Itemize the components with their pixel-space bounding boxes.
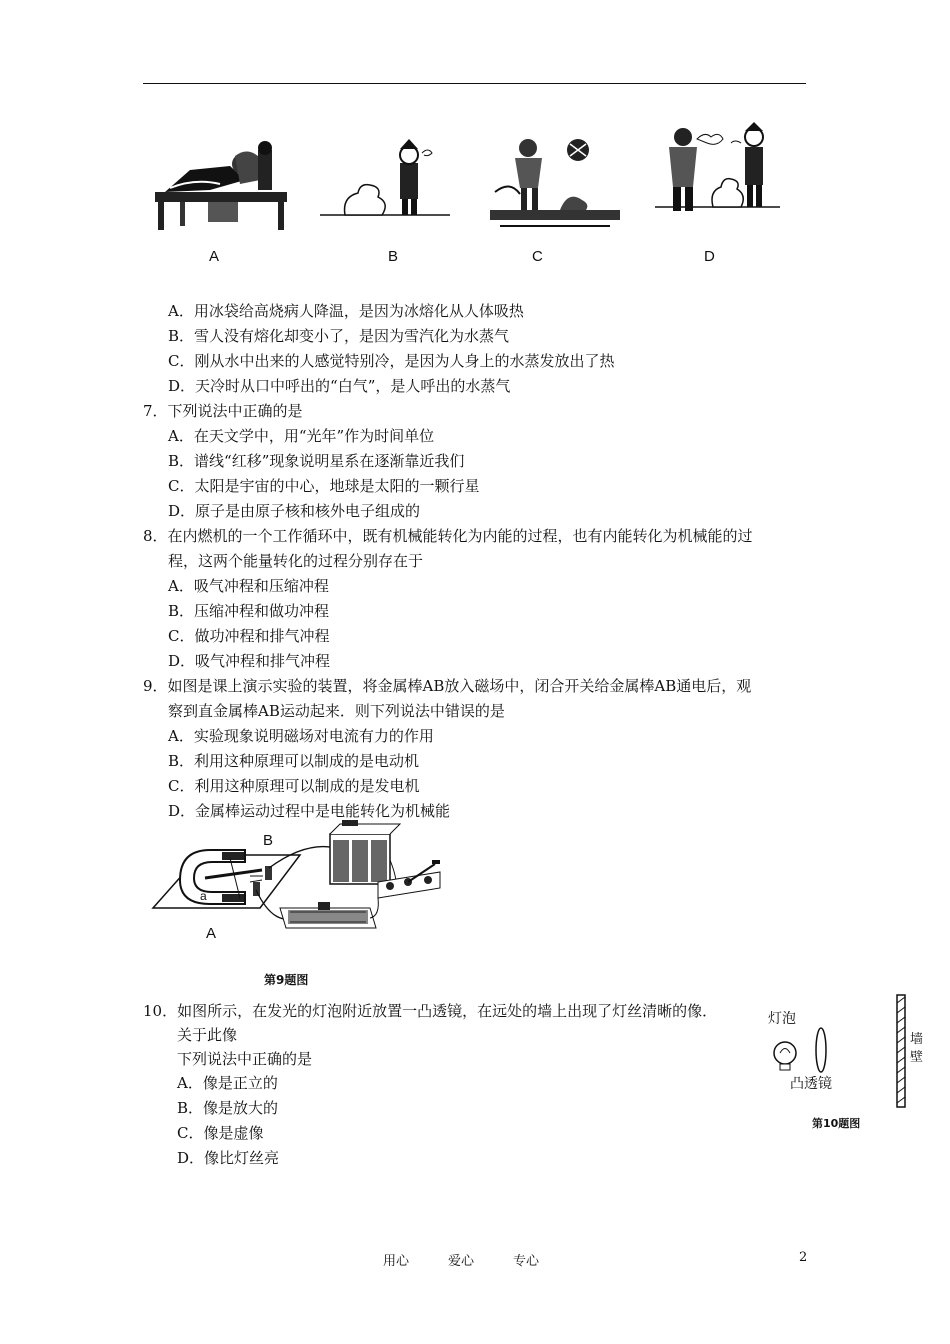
q8-option-c: C．做功冲程和排气冲程 bbox=[168, 627, 330, 645]
footer-motto-1: 用心 bbox=[383, 1254, 410, 1269]
q6-option-b: B．雪人没有熔化却变小了，是因为雪汽化为水蒸气 bbox=[168, 327, 510, 345]
q9-option-a: A．实验现象说明磁场对电流有力的作用 bbox=[168, 727, 434, 745]
q6-option-c: C．刚从水中出来的人感觉特别冷，是因为人身上的水蒸发放出了热 bbox=[168, 352, 615, 370]
q10-option-d: D．像比灯丝亮 bbox=[177, 1149, 280, 1167]
q8-option-b: B．压缩冲程和做功冲程 bbox=[168, 602, 330, 620]
q10-option-a: A．像是正立的 bbox=[177, 1074, 278, 1092]
q10-wall-label-2: 壁 bbox=[910, 1050, 924, 1065]
figure-label-c: C bbox=[532, 248, 543, 265]
q6-option-a: A．用冰袋给高烧病人降温，是因为冰熔化从人体吸热 bbox=[168, 302, 524, 320]
figure-c-swimmer-cold bbox=[490, 130, 620, 235]
q10-option-b: B．像是放大的 bbox=[177, 1099, 279, 1117]
q9-option-b: B．利用这种原理可以制成的是电动机 bbox=[168, 752, 420, 770]
q10-bulb-label: 灯泡 bbox=[768, 1011, 796, 1027]
q10-caption: 第10题图 bbox=[812, 1117, 861, 1130]
page-number: 2 bbox=[799, 1250, 808, 1265]
q9-label-small-a: a bbox=[200, 889, 207, 903]
q7-option-c: C．太阳是宇宙的中心，地球是太阳的一颗行星 bbox=[168, 477, 480, 495]
q10-stem-line2: 关于此像 bbox=[177, 1026, 238, 1044]
q8-option-a: A．吸气冲程和压缩冲程 bbox=[168, 577, 329, 595]
header-rule bbox=[143, 83, 806, 84]
q7-option-a: A．在天文学中，用“光年”作为时间单位 bbox=[168, 427, 435, 445]
q7-stem: 7．下列说法中正确的是 bbox=[143, 402, 303, 420]
figure-a-icepack-patient bbox=[150, 140, 295, 235]
q10-lens-label: 凸透镜 bbox=[790, 1076, 832, 1092]
q9-caption: 第9题图 bbox=[264, 973, 309, 987]
q8-stem-line2: 程，这两个能量转化的过程分别存在于 bbox=[168, 552, 424, 570]
footer-motto-2: 爱心 bbox=[448, 1254, 475, 1269]
q10-option-c: C．像是虚像 bbox=[177, 1124, 264, 1142]
q9-stem-line1: 9．如图是课上演示实验的装置，将金属棒AB放入磁场中，闭合开关给金属棒AB通电后，观 bbox=[143, 677, 752, 695]
figure-b-snowman-child bbox=[320, 135, 450, 235]
q9-label-b: B bbox=[263, 832, 274, 849]
q10-stem-line3: 下列说法中正确的是 bbox=[177, 1050, 313, 1068]
bulb-icon bbox=[770, 1038, 800, 1072]
q8-option-d: D．吸气冲程和排气冲程 bbox=[168, 652, 331, 670]
figure-label-a: A bbox=[209, 248, 220, 265]
figure-label-b: B bbox=[388, 248, 399, 265]
q10-wall-label-1: 墙 bbox=[910, 1032, 924, 1047]
q9-label-a: A bbox=[206, 925, 217, 942]
q10-stem-line1: 10．如图所示，在发光的灯泡附近放置一凸透镜，在远处的墙上出现了灯丝清晰的像． bbox=[143, 1002, 718, 1020]
q9-option-d: D．金属棒运动过程中是电能转化为机械能 bbox=[168, 802, 451, 820]
figure-d-breath-cold bbox=[655, 125, 780, 235]
q9-apparatus-drawing bbox=[150, 820, 450, 945]
figure-label-d: D bbox=[704, 248, 715, 265]
q7-option-b: B．谱线“红移”现象说明星系在逐渐靠近我们 bbox=[168, 452, 465, 470]
footer-motto-3: 专心 bbox=[513, 1254, 540, 1269]
convex-lens-icon bbox=[813, 1025, 829, 1075]
q9-option-c: C．利用这种原理可以制成的是发电机 bbox=[168, 777, 420, 795]
q6-option-d: D．天冷时从口中呼出的“白气”，是人呼出的水蒸气 bbox=[168, 377, 511, 395]
q9-stem-line2: 察到直金属棒AB运动起来．则下列说法中错误的是 bbox=[168, 702, 505, 720]
q8-stem-line1: 8．在内燃机的一个工作循环中，既有机械能转化为内能的过程，也有内能转化为机械能的过 bbox=[143, 527, 753, 545]
q7-option-d: D．原子是由原子核和核外电子组成的 bbox=[168, 502, 421, 520]
wall-icon bbox=[895, 995, 907, 1107]
